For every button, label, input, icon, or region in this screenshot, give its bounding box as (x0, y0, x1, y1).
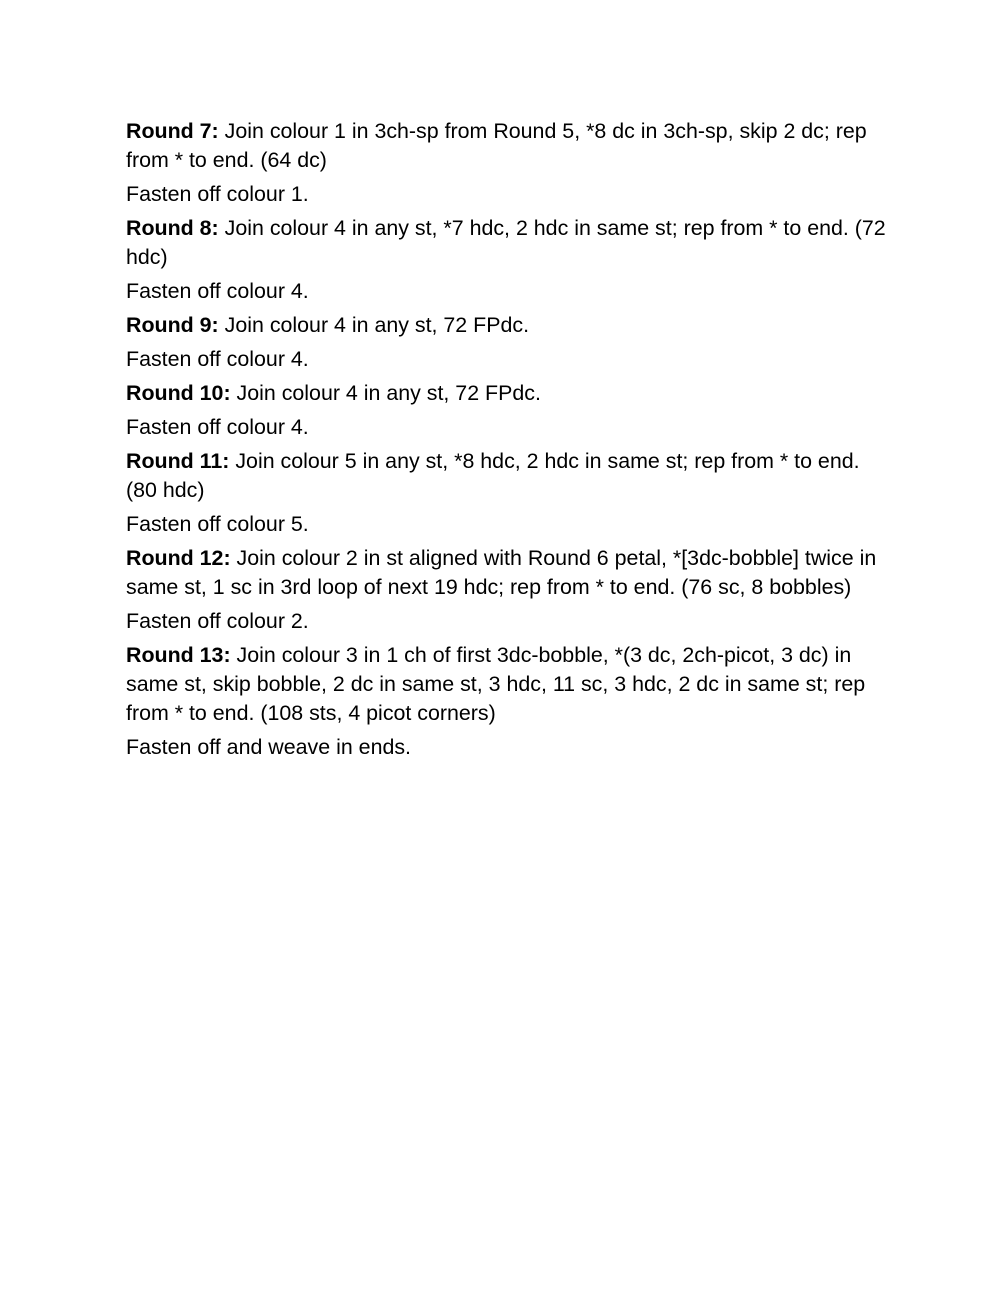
fasten-off-note (126, 277, 886, 306)
instruction-text: Join colour 4 in any st, 72 FPdc. (218, 313, 530, 337)
instruction-text: Fasten off colour 4. (126, 347, 309, 371)
round-label: Round 10: (126, 381, 231, 405)
instruction-text: Join colour 4 in any st, *7 hdc, 2 hdc in same st; rep from * to end. (72 hdc) (126, 216, 886, 269)
instruction-text: Fasten off colour 4. (126, 415, 309, 439)
instruction-text: Join colour 3 in 1 ch of first 3dc-bobble, *(3 dc, 2ch-picot, 3 dc) in same st, skip bobble, 2 dc in same st, 3 hdc, 11 sc, 3 hdc, 2 dc in same st; rep from * to end. (108 sts, 4 picot corners) (126, 643, 866, 725)
round-label: Round 7: (126, 119, 219, 143)
document-page (126, 117, 886, 767)
finishing-note (126, 733, 886, 762)
round-8-instruction (126, 214, 886, 272)
round-label: Round 11: (126, 449, 230, 473)
instruction-text: Fasten off colour 5. (126, 512, 309, 536)
fasten-off-note (126, 510, 886, 539)
round-label: Round 13: (126, 643, 231, 667)
round-label: Round 8: (126, 216, 219, 240)
instruction-text: Join colour 2 in st aligned with Round 6 petal, *[3dc-bobble] twice in same st, 1 sc in 3rd loop of next 19 hdc; rep from * to end. (76 sc, 8 bobbles) (126, 546, 877, 599)
fasten-off-note (126, 345, 886, 374)
round-9-instruction (126, 311, 886, 340)
instruction-text: Fasten off colour 4. (126, 279, 309, 303)
round-10-instruction (126, 379, 886, 408)
instruction-text: Fasten off colour 1. (126, 182, 309, 206)
round-11-instruction (126, 447, 886, 505)
fasten-off-note (126, 413, 886, 442)
fasten-off-note (126, 180, 886, 209)
instruction-text: Join colour 5 in any st, *8 hdc, 2 hdc in same st; rep from * to end. (80 hdc) (126, 449, 860, 502)
fasten-off-note (126, 607, 886, 636)
round-label: Round 9: (126, 313, 219, 337)
round-7-instruction (126, 117, 886, 175)
round-13-instruction (126, 641, 886, 728)
instruction-text: Join colour 1 in 3ch-sp from Round 5, *8 dc in 3ch-sp, skip 2 dc; rep from * to end. (64 dc) (126, 119, 867, 172)
instruction-text: Fasten off and weave in ends. (126, 735, 412, 759)
round-label: Round 12: (126, 546, 231, 570)
instruction-text: Join colour 4 in any st, 72 FPdc. (230, 381, 541, 405)
round-12-instruction (126, 544, 886, 602)
instruction-text: Fasten off colour 2. (126, 609, 309, 633)
